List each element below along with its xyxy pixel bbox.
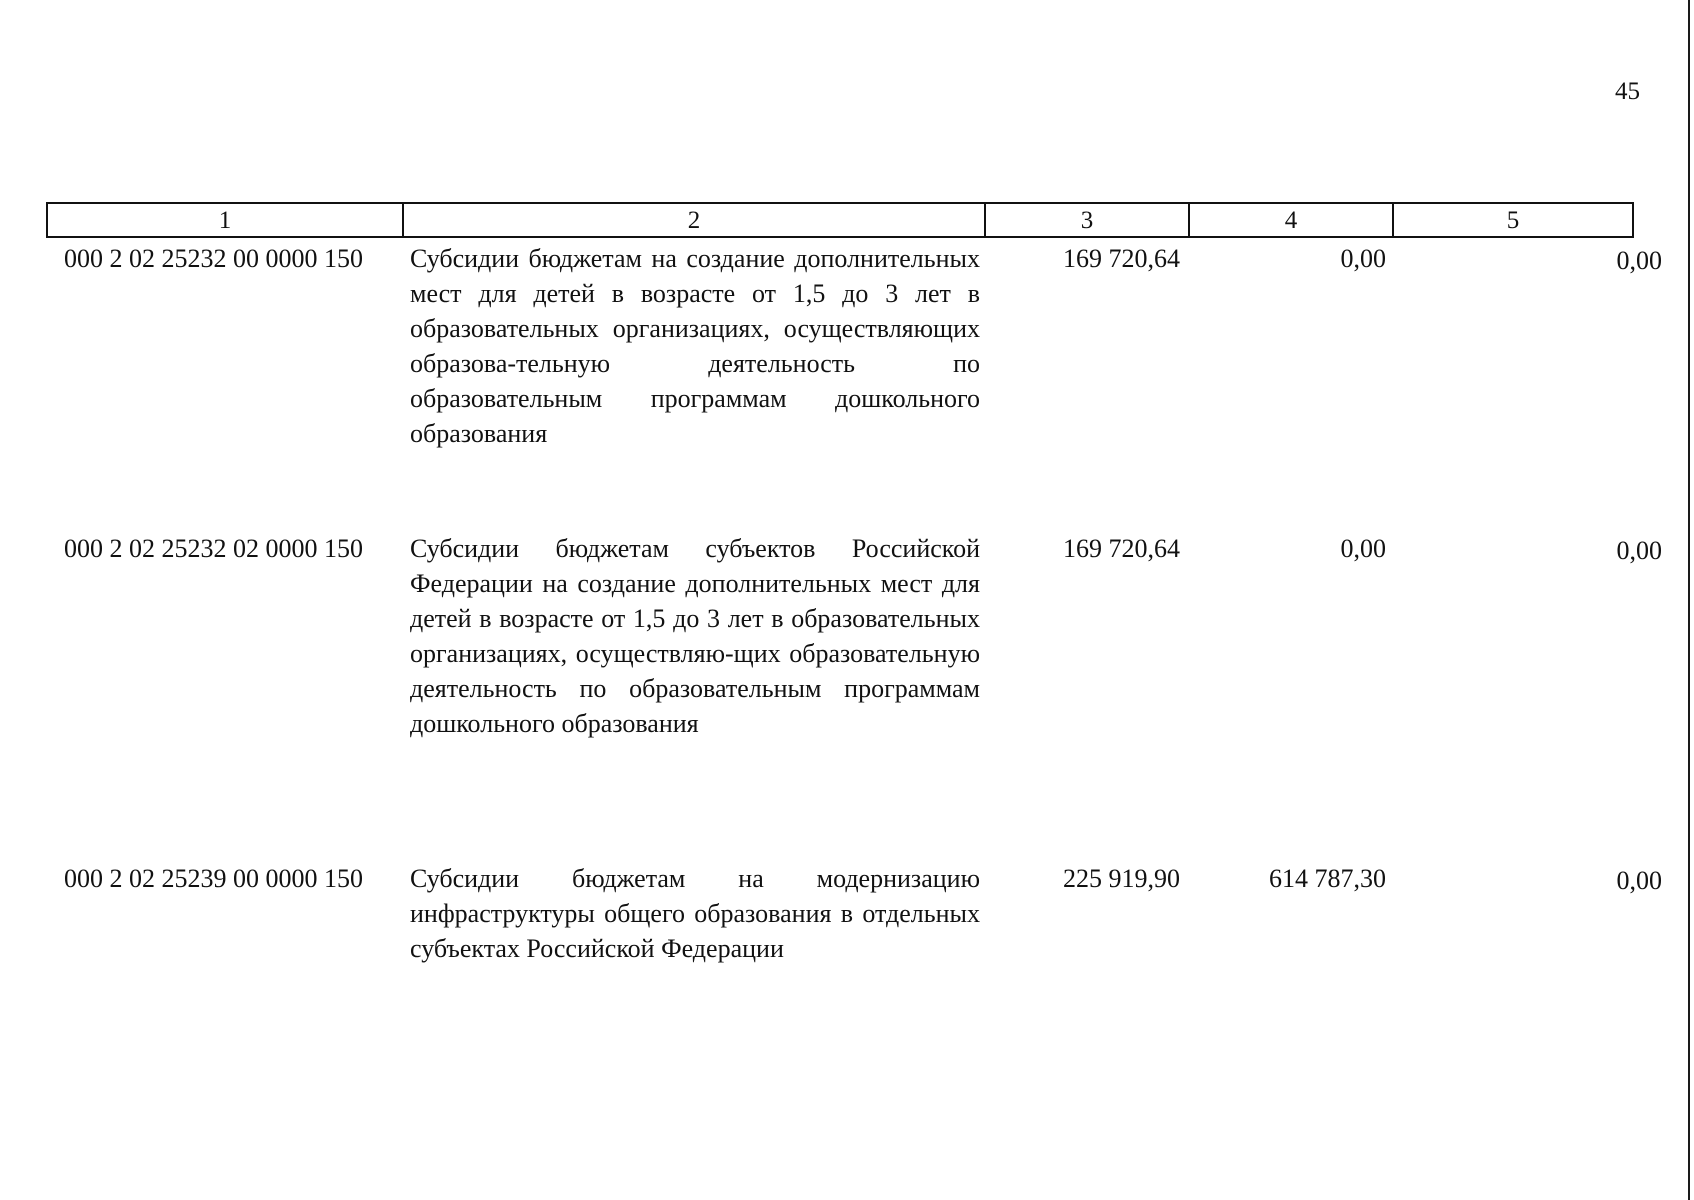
amount-col5: 0,00 [1616, 536, 1662, 565]
amount-col5: 0,00 [1616, 246, 1662, 275]
header-cell-1: 1 [48, 204, 404, 236]
amount-col4: 0,00 [1340, 534, 1386, 563]
page-number: 45 [1615, 78, 1640, 105]
amount-col3: 169 720,64 [1063, 244, 1180, 273]
income-description: Субсидии бюджетам на модернизацию инфраструктуры общего образования в отдельных субъектах Российской Федерации [410, 864, 980, 963]
amount-col4: 0,00 [1340, 244, 1386, 273]
header-cell-2: 2 [404, 204, 986, 236]
budget-code: 000 2 02 25232 00 0000 150 [64, 244, 363, 273]
amount-col3: 169 720,64 [1063, 534, 1180, 563]
amount-col3: 225 919,90 [1063, 864, 1180, 893]
amount-col4: 614 787,30 [1269, 864, 1386, 893]
header-cell-5: 5 [1506, 207, 1520, 234]
budget-code: 000 2 02 25239 00 0000 150 [64, 864, 363, 893]
budget-code: 000 2 02 25232 02 0000 150 [64, 534, 363, 563]
header-cell-3: 3 [986, 204, 1190, 236]
income-description: Субсидии бюджетам субъектов Российской Федерации на создание дополнительных мест для детей в возрасте от 1,5 до 3 лет в образовательных организациях, осуществляю-щих образовательную деятельность по образовательным программам дошкольного образования [410, 534, 980, 738]
amount-col5: 0,00 [1616, 866, 1662, 895]
scan-edge-line [1688, 0, 1690, 1200]
income-description: Субсидии бюджетам на создание дополнительных мест для детей в возрасте от 1,5 до 3 лет в образовательных организациях, осуществляющих образова-тельную деятельность по образовательным программам дошкольного образования [410, 244, 980, 448]
table-header-row [46, 202, 1634, 238]
header-cell-4: 4 [1190, 204, 1394, 236]
